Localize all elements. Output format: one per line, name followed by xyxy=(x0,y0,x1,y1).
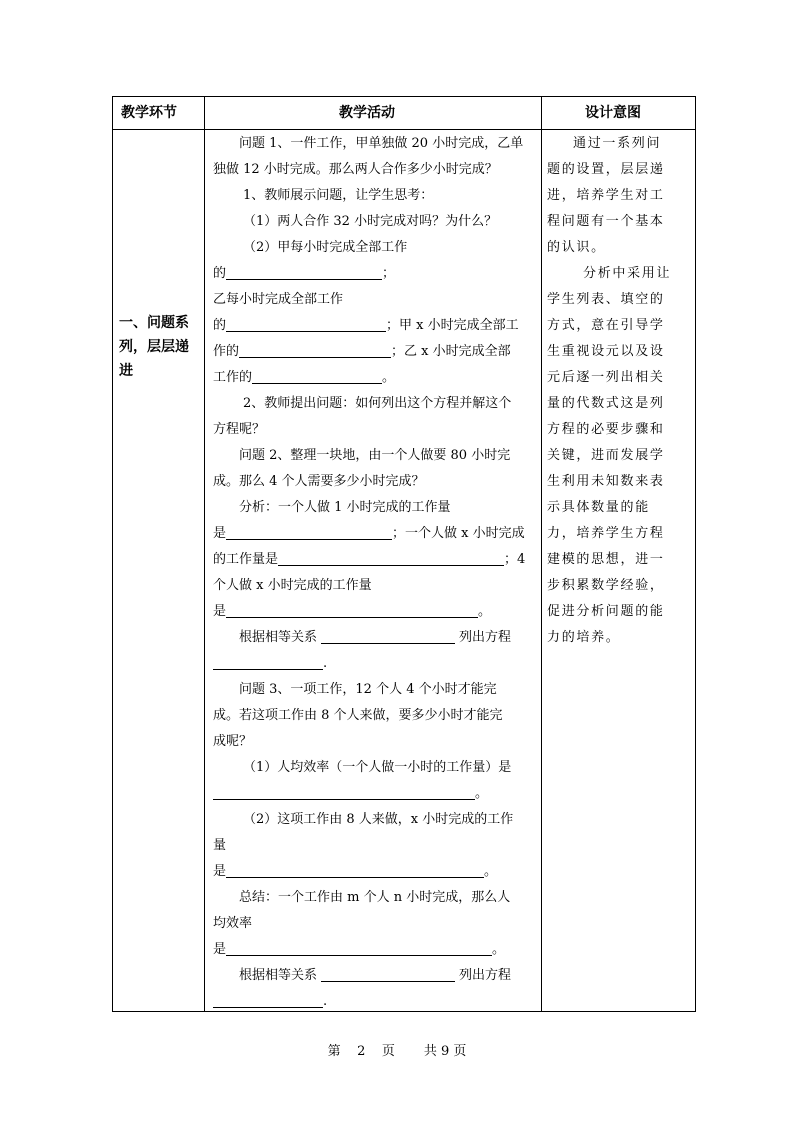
column-divider xyxy=(204,97,205,1011)
intent-line: 的认识。 xyxy=(547,240,606,255)
activity-line xyxy=(213,781,535,807)
activity-line xyxy=(213,365,535,391)
line-text: 。 xyxy=(492,942,506,957)
lesson-table xyxy=(112,96,696,1012)
activity-line: 成呢？ xyxy=(213,734,253,749)
activity-line xyxy=(213,937,535,963)
footer-page-number: 2 xyxy=(357,1044,366,1059)
intent-cell xyxy=(547,131,687,651)
page-footer xyxy=(0,1040,794,1059)
answer-blank xyxy=(226,860,484,878)
footer-page-label: 第 xyxy=(327,1044,341,1059)
answer-blank xyxy=(226,262,382,280)
intent-line: 元后逐一列出相关 xyxy=(547,370,665,385)
header-divider xyxy=(113,129,695,130)
answer-blank xyxy=(226,600,478,618)
line-text: 。 xyxy=(382,370,396,385)
activity-line xyxy=(213,339,535,365)
line-text: 是 xyxy=(213,604,227,619)
answer-blank xyxy=(321,626,455,644)
answer-blank xyxy=(226,938,492,956)
line-text: ；乙 x 小时完成全部 xyxy=(391,344,511,359)
activity-line: （2）这项工作由 8 人来做，x 小时完成的工作 xyxy=(243,812,514,827)
activity-line xyxy=(213,313,535,339)
intent-line: 步积累数学经验， xyxy=(547,578,665,593)
intent-line: 力，培养学生方程 xyxy=(547,526,665,541)
line-text: 是 xyxy=(213,526,227,541)
intent-line: 生重视设元以及设 xyxy=(547,344,665,359)
stage-line: 进 xyxy=(119,363,133,379)
answer-blank xyxy=(213,782,475,800)
line-text: 。 xyxy=(484,864,498,879)
line-text: 的工作量是 xyxy=(213,552,279,567)
intent-line: 力的培养。 xyxy=(547,630,621,645)
activity-line: 乙每小时完成全部工作 xyxy=(213,292,344,307)
line-text: ； xyxy=(382,266,396,281)
activity-line xyxy=(213,599,535,625)
header-activity: 教学活动 xyxy=(339,105,395,121)
intent-line: 学生列表、填空的 xyxy=(547,292,665,307)
intent-line: 程问题有一个基本 xyxy=(547,214,665,229)
stage-line: 一、问题系 xyxy=(119,315,189,331)
line-text: ；一个人做 x 小时完成 xyxy=(392,526,525,541)
line-text: 是 xyxy=(213,864,227,879)
answer-blank xyxy=(239,340,391,358)
answer-blank xyxy=(226,522,392,540)
line-text: 列出方程 xyxy=(459,968,512,983)
intent-line: 题的设置，层层递 xyxy=(547,162,665,177)
line-text: 根据相等关系 xyxy=(239,630,318,645)
intent-line: 示具体数量的能 xyxy=(547,500,650,515)
answer-blank xyxy=(226,314,386,332)
activity-line xyxy=(213,989,535,1015)
intent-line: 关键，进而发展学 xyxy=(547,448,665,463)
activity-line: 个人做 x 小时完成的工作量 xyxy=(213,578,372,593)
line-text: 的 xyxy=(213,318,227,333)
line-text: 作的 xyxy=(213,344,240,359)
activity-line: 成。那么 4 个人需要多少小时完成？ xyxy=(213,474,425,489)
activity-line: 总结：一个工作由 m 个人 n 小时完成，那么人 xyxy=(239,890,511,905)
activity-cell xyxy=(213,131,535,1015)
intent-line: 分析中采用让 xyxy=(583,266,672,281)
line-text: 是 xyxy=(213,942,227,957)
activity-line xyxy=(213,859,535,885)
activity-line xyxy=(213,625,535,651)
column-divider xyxy=(541,97,542,1011)
answer-blank xyxy=(321,964,455,982)
stage-cell xyxy=(119,311,199,383)
answer-blank xyxy=(278,548,504,566)
answer-blank xyxy=(213,652,323,670)
intent-line: 进，培养学生对工 xyxy=(547,188,665,203)
activity-line: 问题 1、一件工作，甲单独做 20 小时完成，乙单 xyxy=(239,136,524,151)
activity-line: （1）两人合作 32 小时完成对吗？为什么？ xyxy=(243,214,498,229)
intent-line: 通过一系列问 xyxy=(573,136,662,151)
line-text: ；4 xyxy=(504,552,526,567)
header-intent: 设计意图 xyxy=(585,105,641,121)
line-text: 。 xyxy=(478,604,492,619)
footer-page-unit: 页 xyxy=(381,1044,395,1059)
intent-line: 生利用未知数来表 xyxy=(547,474,665,489)
activity-line: 问题 2、整理一块地，由一个人做要 80 小时完 xyxy=(239,448,511,463)
line-text: . xyxy=(323,994,328,1009)
line-text: 根据相等关系 xyxy=(239,968,318,983)
activity-line: 2、教师提出问题：如何列出这个方程并解这个 xyxy=(243,396,512,411)
activity-line: 独做 12 小时完成。那么两人合作多少小时完成？ xyxy=(213,162,498,177)
activity-line: 方程呢？ xyxy=(213,422,266,437)
line-text: ；甲 x 小时完成全部工 xyxy=(386,318,519,333)
activity-line xyxy=(213,261,535,287)
line-text: . xyxy=(323,656,328,671)
line-text: 列出方程 xyxy=(459,630,512,645)
line-text: 工作的 xyxy=(213,370,253,385)
line-text: 的 xyxy=(213,266,227,281)
activity-line: 均效率 xyxy=(213,916,253,931)
activity-line: 分析：一个人做 1 小时完成的工作量 xyxy=(239,500,451,515)
activity-line: 量 xyxy=(213,838,227,853)
intent-line: 方程的必要步骤和 xyxy=(547,422,665,437)
activity-line: 1、教师展示问题，让学生思考： xyxy=(243,188,434,203)
answer-blank xyxy=(213,990,323,1008)
activity-line: （1）人均效率（一个人做一小时的工作量）是 xyxy=(243,760,512,775)
activity-line xyxy=(213,547,535,573)
intent-line: 建模的思想，进一 xyxy=(547,552,665,567)
answer-blank xyxy=(252,366,382,384)
line-text: 。 xyxy=(475,786,489,801)
activity-line xyxy=(213,521,535,547)
activity-line xyxy=(213,651,535,677)
activity-line: （2）甲每小时完成全部工作 xyxy=(243,240,408,255)
intent-line: 量的代数式这是列 xyxy=(547,396,665,411)
activity-line xyxy=(213,963,535,989)
footer-total-pages: 共 9 页 xyxy=(423,1044,467,1059)
activity-line: 问题 3、一项工作，12 个人 4 个小时才能完 xyxy=(239,682,497,697)
header-stage: 教学环节 xyxy=(121,105,177,121)
intent-line: 促进分析问题的能 xyxy=(547,604,665,619)
activity-line: 成。若这项工作由 8 个人来做，要多少小时才能完 xyxy=(213,708,503,723)
stage-line: 列，层层递 xyxy=(119,339,189,355)
intent-line: 方式，意在引导学 xyxy=(547,318,665,333)
